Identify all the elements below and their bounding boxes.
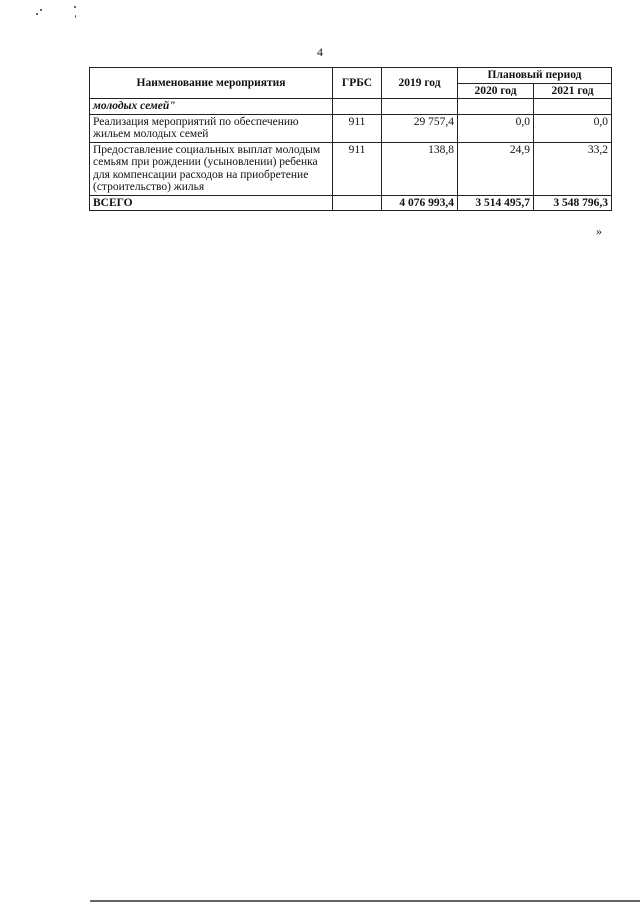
section-cell-empty [458,99,534,115]
row-grbs: 911 [333,114,382,142]
section-row [90,99,612,115]
section-cell-empty [534,99,612,115]
row-value-2019: 29 757,4 [382,114,458,142]
header-2021: 2021 год [534,83,612,99]
section-cell-empty [382,99,458,115]
table-header-row [90,68,612,84]
closing-quote: » [596,224,602,238]
row-value-2021: 33,2 [534,142,612,195]
total-value-2020: 3 514 495,7 [458,195,534,211]
scan-speck [75,15,76,18]
row-value-2019: 138,8 [382,142,458,195]
header-2020: 2020 год [458,83,534,99]
table-row [90,114,612,142]
total-value-2021: 3 548 796,3 [534,195,612,211]
scan-edge-line [90,900,640,902]
row-name: Предоставление социальных выплат молодым семьям при рождении (усыновлении) ребенка для компенсации расходов на приобретение (строительство) жилья [90,142,333,195]
row-grbs: 911 [333,142,382,195]
section-title: молодых семей" [90,99,333,115]
header-2019: 2019 год [382,68,458,99]
row-value-2020: 24,9 [458,142,534,195]
scan-speck [36,13,38,15]
budget-table [89,67,612,211]
page-number: 4 [317,45,323,59]
row-value-2020: 0,0 [458,114,534,142]
scan-speck [40,9,42,11]
total-label: ВСЕГО [90,195,333,211]
section-cell-empty [333,99,382,115]
row-value-2021: 0,0 [534,114,612,142]
scan-speck [74,6,76,8]
header-planned-period: Плановый период [458,68,612,84]
total-grbs [333,195,382,211]
header-name: Наименование мероприятия [90,68,333,99]
header-grbs: ГРБС [333,68,382,99]
row-name: Реализация мероприятий по обеспечению жильем молодых семей [90,114,333,142]
table-row [90,142,612,195]
total-row [90,195,612,211]
total-value-2019: 4 076 993,4 [382,195,458,211]
